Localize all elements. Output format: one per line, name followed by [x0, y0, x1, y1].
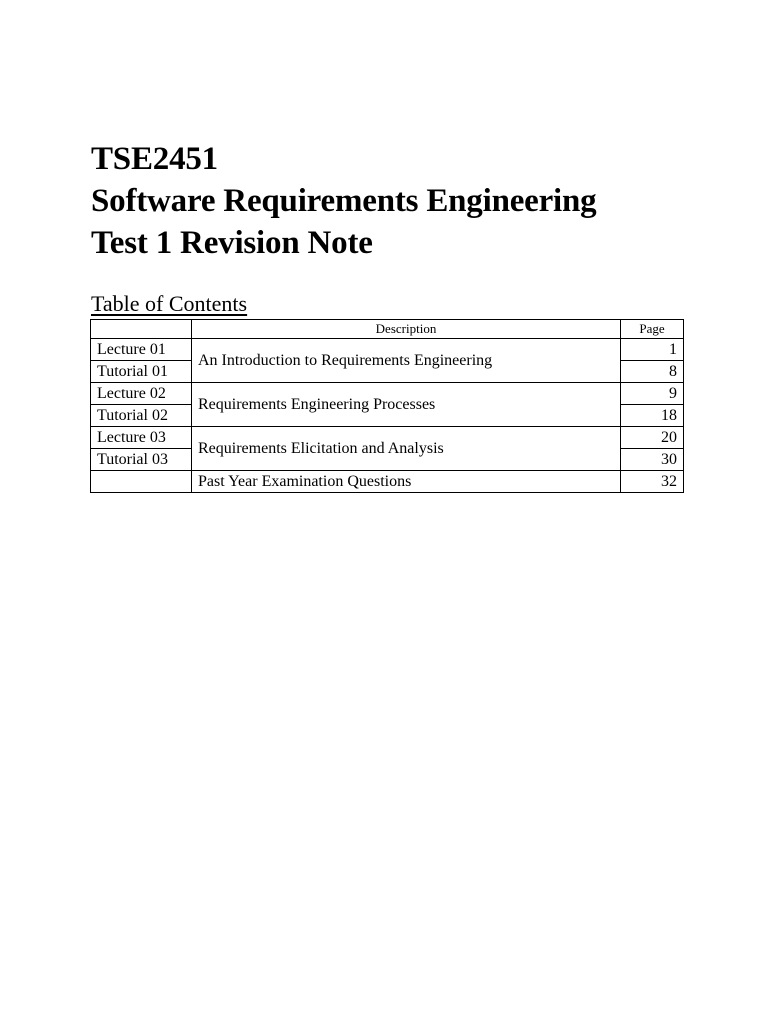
course-name: Software Requirements Engineering: [91, 183, 597, 219]
row-label: Tutorial 01: [91, 361, 192, 383]
row-page: 9: [621, 383, 684, 405]
toc-heading: Table of Contents: [91, 291, 248, 316]
row-label: [91, 471, 192, 493]
row-description: Requirements Elicitation and Analysis: [192, 427, 621, 471]
label-column-header: [91, 320, 192, 339]
row-page: 30: [621, 449, 684, 471]
row-page: 8: [621, 361, 684, 383]
document-title: [91, 138, 596, 264]
table-row: [91, 471, 684, 493]
row-page: 32: [621, 471, 684, 493]
row-page: 20: [621, 427, 684, 449]
toc-header-row: [91, 320, 684, 339]
row-page: 1: [621, 339, 684, 361]
row-label: Tutorial 02: [91, 405, 192, 427]
row-label: Tutorial 03: [91, 449, 192, 471]
row-label: Lecture 03: [91, 427, 192, 449]
row-description: Past Year Examination Questions: [192, 471, 621, 493]
row-description: Requirements Engineering Processes: [192, 383, 621, 427]
table-row: [91, 427, 684, 449]
course-code: TSE2451: [91, 141, 218, 177]
page-column-header: Page: [621, 320, 684, 339]
table-row: [91, 339, 684, 361]
row-description: An Introduction to Requirements Engineering: [192, 339, 621, 383]
table-row: [91, 383, 684, 405]
toc-table: [90, 319, 684, 493]
row-label: Lecture 02: [91, 383, 192, 405]
row-label: Lecture 01: [91, 339, 192, 361]
row-page: 18: [621, 405, 684, 427]
document-subtitle: Test 1 Revision Note: [91, 225, 373, 261]
description-column-header: Description: [192, 320, 621, 339]
